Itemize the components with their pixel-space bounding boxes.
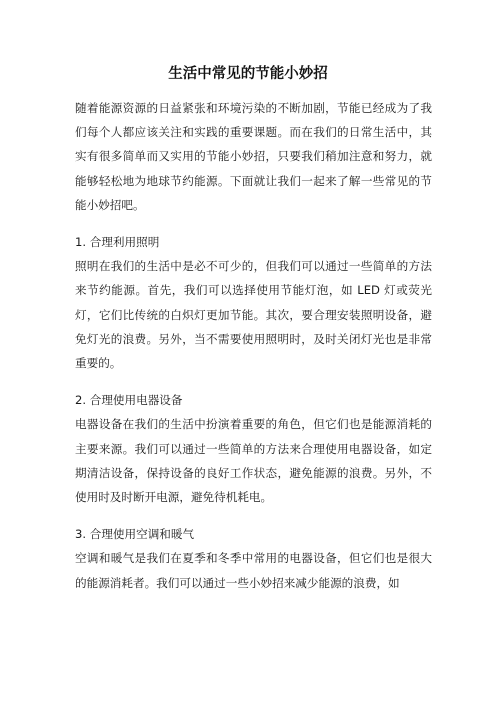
document-title: 生活中常见的节能小妙招 — [168, 66, 328, 82]
document-body — [75, 96, 432, 608]
section-paragraph: 电器设备在我们的生活中扮演着重要的角色，但它们也是能源消耗的主要来源。我们可以通过一些简单的方法来合理使用电器设备，如定期清洁设备，保持设备的良好工作状态，避免能源的浪费。另外，不使用时及时断开电源，避免待机耗电。 — [75, 417, 432, 505]
section-heading: 2. 合理使用电器设备 — [75, 393, 183, 408]
section-paragraph: 照明在我们的生活中是必不可少的，但我们可以通过一些简单的方法来节约能源。首先，我们可以选择使用节能灯泡，如 LED 灯或荧光灯，它们比传统的白炽灯更加节能。其次，要合理安装照明设备，避免灯光的浪费。另外，当不需要使用照明时，及时关闭灯光也是非常重要的。 — [75, 259, 432, 371]
section-appliances — [75, 388, 432, 509]
section-heading: 1. 合理利用照明 — [75, 235, 160, 250]
intro-paragraph: 随着能源资源的日益紧张和环境污染的不断加剧，节能已经成为了我们每个人都应该关注和实践的重要课题。而在我们的日常生活中，其实有很多简单而又实用的节能小妙招，只要我们稍加注意和努力，就能够轻松地为地球节约能源。下面就让我们一起来了解一些常见的节能小妙招吧。 — [75, 101, 432, 212]
section-paragraph: 空调和暖气是我们在夏季和冬季中常用的电器设备，但它们也是很大的能源消耗者。我们可以通过一些小妙招来减少能源的浪费，如 — [75, 551, 432, 590]
section-air-conditioning — [75, 522, 432, 595]
section-heading: 3. 合理使用空调和暖气 — [75, 527, 195, 542]
section-lighting — [75, 230, 432, 375]
